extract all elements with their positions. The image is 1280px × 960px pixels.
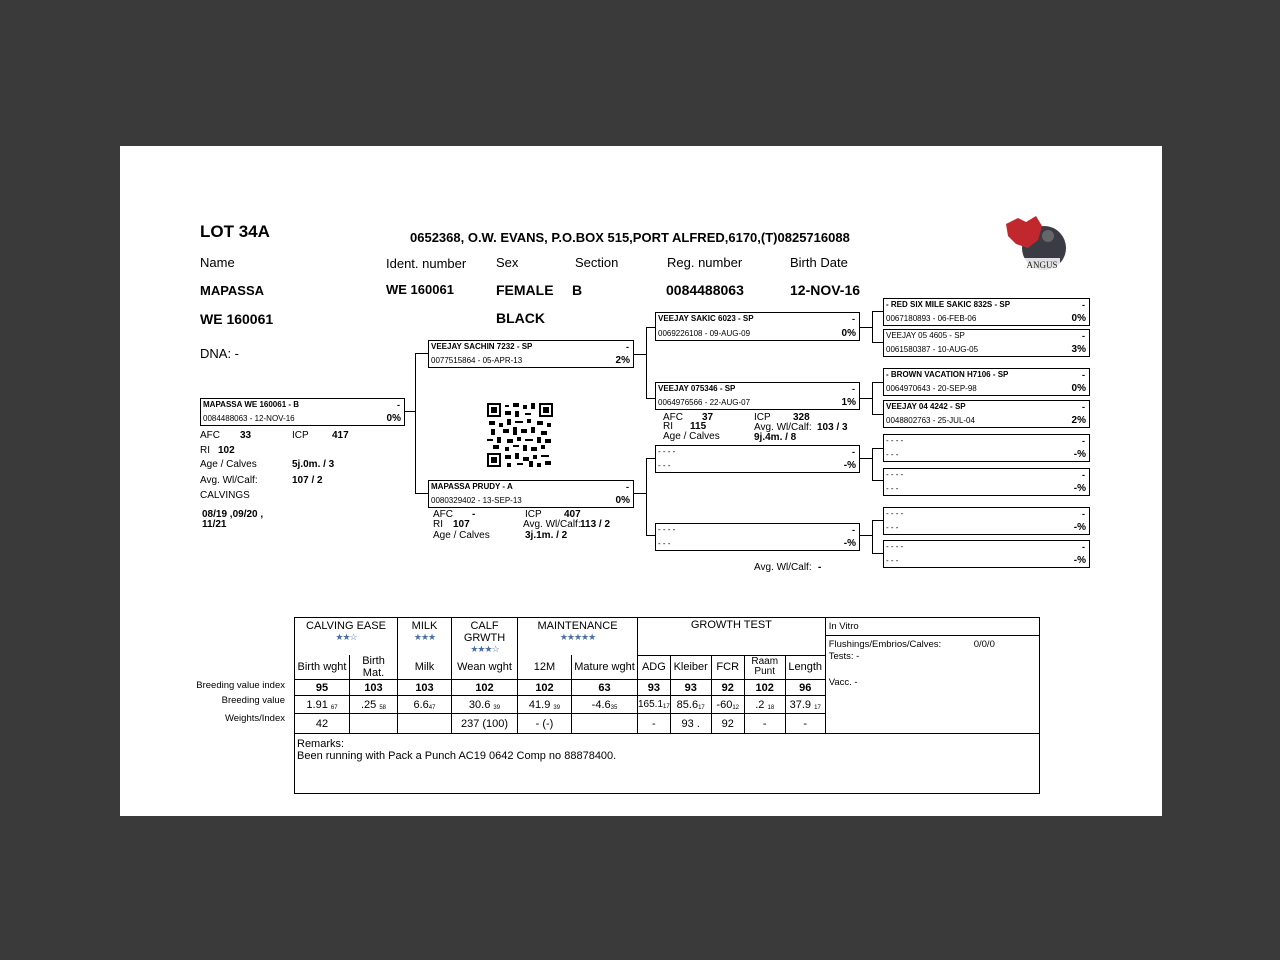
dna: DNA: - — [200, 346, 239, 361]
row-label-index: Breeding value index — [196, 680, 285, 691]
sd-afc-value: 37 — [702, 412, 714, 423]
accuracy: 17 — [814, 704, 821, 711]
label-reg: Reg. number — [667, 255, 743, 270]
afc-value: 33 — [240, 430, 252, 441]
line — [646, 535, 655, 536]
line — [872, 311, 883, 312]
box-name: - - - - — [886, 509, 904, 518]
accuracy: 18 — [767, 704, 775, 711]
value-mature-weight — [572, 696, 638, 714]
pedigree-box-g2 — [883, 329, 1090, 357]
col-header-raam-punt: Raam Punt — [744, 655, 785, 680]
weight-adg: - — [638, 714, 671, 734]
dam-avg-label: Avg. Wl/Calf: — [523, 519, 581, 530]
index-raam-punt: 102 — [744, 680, 785, 696]
value-fcr — [711, 696, 744, 714]
box-percent: -% — [1073, 483, 1086, 494]
box-percent: 0% — [1071, 383, 1086, 394]
box-percent: 3% — [1071, 344, 1086, 355]
pedigree-box-sire — [428, 340, 634, 368]
box-name: VEEJAY 05 4605 - SP — [886, 331, 965, 340]
weight-raam-punt: - — [744, 714, 785, 734]
line — [646, 458, 647, 536]
col-header-length: Length — [785, 655, 825, 680]
box-reg-date: - - - — [886, 523, 899, 532]
sd-age-label: Age / Calves — [663, 431, 720, 442]
dam-ri-label: RI — [433, 519, 443, 530]
box-name: VEEJAY 04 4242 - SP — [886, 402, 966, 411]
index-birth-maternal: 103 — [350, 680, 398, 696]
accuracy: 35 — [610, 704, 618, 711]
accuracy: 17 — [663, 704, 670, 710]
box-dash: - — [852, 525, 855, 535]
index-birth-weight: 95 — [295, 680, 350, 696]
line — [872, 448, 873, 481]
line — [415, 493, 428, 494]
weight-length: - — [785, 714, 825, 734]
star-rating-icon: ★★★ — [413, 632, 436, 642]
dd-avg-label: Avg. Wl/Calf: — [754, 562, 812, 573]
dd-avg-value: - — [818, 562, 822, 573]
avg-value: 107 / 2 — [292, 475, 323, 486]
flushings-value: 0/0/0 — [973, 639, 995, 650]
accuracy: 58 — [379, 704, 387, 711]
weight-kleiber: 93 . — [670, 714, 711, 734]
box-name: - - - - — [658, 447, 676, 456]
sd-icp-label: ICP — [754, 412, 771, 423]
box-reg-date: 0077515864 - 05-APR-13 — [431, 356, 523, 365]
box-dash: - — [1082, 300, 1085, 310]
index-adg: 93 — [638, 680, 671, 696]
value-12m — [518, 696, 572, 714]
breeding-value-table — [294, 617, 1040, 794]
ri-value: 102 — [218, 445, 235, 456]
box-reg-date: - - - — [886, 450, 899, 459]
pedigree-box-g5 — [883, 434, 1090, 462]
sd-ri-value: 115 — [690, 421, 707, 432]
bv-value: .2 — [755, 698, 765, 711]
box-percent: 0% — [615, 495, 630, 506]
pedigree-box-dam-dam — [655, 523, 860, 551]
tests: Tests: - — [828, 651, 860, 662]
line — [872, 553, 883, 554]
weight-mature-weight — [572, 714, 638, 734]
weight-birth-weight: 42 — [295, 714, 350, 734]
index-milk: 103 — [398, 680, 452, 696]
pedigree-sheet — [120, 146, 1162, 816]
accuracy: 67 — [330, 704, 338, 711]
value-raam-punt — [744, 696, 785, 714]
sd-avg-label: Avg. Wl/Calf: — [754, 422, 812, 433]
bv-value: 30.6 — [468, 698, 491, 711]
star-rating-icon: ★★★☆ — [470, 644, 499, 654]
label-sex: Sex — [496, 255, 519, 270]
in-vitro-label: In Vitro — [826, 618, 1039, 636]
group-title: CALVING EASE — [306, 620, 386, 632]
weight-milk — [398, 714, 452, 734]
box-dash: - — [852, 447, 855, 457]
box-name: VEEJAY 075346 - SP — [658, 384, 736, 393]
weight-wean-weight: 237 (100) — [452, 714, 518, 734]
label-birth: Birth Date — [790, 255, 848, 270]
dam-ri-value: 107 — [453, 519, 470, 530]
dam-afc-label: AFC — [433, 509, 453, 520]
index-fcr: 92 — [711, 680, 744, 696]
box-percent: 2% — [615, 355, 630, 366]
qr-code — [487, 403, 553, 467]
box-percent: -% — [843, 538, 856, 549]
ri-label: RI — [200, 445, 210, 456]
box-name: - - - - — [658, 525, 676, 534]
row-label-value: Breeding value — [221, 695, 285, 706]
bv-value: 85.6 — [676, 698, 699, 711]
owner-info: 0652368, O.W. EVANS, P.O.BOX 515,PORT ALFRED,6170,(T)0825716088 — [410, 230, 850, 245]
bv-value: -60 — [716, 698, 733, 711]
pedigree-box-g4 — [883, 400, 1090, 428]
line — [646, 458, 655, 459]
accuracy: 12 — [732, 704, 740, 711]
col-header-birth-weight: Birth wght — [295, 655, 350, 680]
animal-birth: 12-NOV-16 — [790, 282, 861, 298]
box-percent: 0% — [841, 328, 856, 339]
star-rating-icon: ★★☆ — [335, 632, 357, 642]
line — [405, 411, 415, 412]
pedigree-box-dam — [428, 480, 634, 508]
dam-afc-value: - — [472, 509, 476, 520]
box-reg-date: 0067180893 - 06-FEB-06 — [886, 314, 977, 323]
star-rating-icon: ★★★★★ — [559, 632, 596, 642]
box-dash: - — [1082, 436, 1085, 446]
pedigree-box-g6 — [883, 468, 1090, 496]
line — [646, 398, 655, 399]
dam-avg-value: 113 / 2 — [580, 519, 611, 530]
line — [872, 311, 873, 343]
sd-avg-value: 103 / 3 — [817, 422, 848, 433]
bv-value: -4.6 — [591, 698, 611, 711]
row-label-weights: Weights/Index — [224, 713, 285, 724]
line — [415, 353, 428, 354]
bv-value: 41.9 — [528, 698, 551, 711]
box-name: - - - - — [886, 542, 904, 551]
icp-value: 417 — [332, 430, 349, 441]
box-percent: 2% — [1071, 415, 1086, 426]
accuracy: 47 — [428, 704, 436, 711]
line — [860, 327, 872, 328]
pedigree-box-dam-sire — [655, 445, 860, 473]
box-name: MAPASSA WE 160061 - B — [203, 400, 300, 409]
animal-ident: WE 160061 — [386, 282, 454, 297]
box-percent: 0% — [1071, 313, 1086, 324]
bv-value: 165.1 — [638, 699, 664, 710]
box-percent: -% — [843, 460, 856, 471]
animal-color: BLACK — [496, 310, 545, 326]
bv-value: .25 — [360, 698, 377, 711]
value-birth-maternal — [350, 696, 398, 714]
box-reg-date: 0048802763 - 25-JUL-04 — [886, 416, 975, 425]
col-header-fcr: FCR — [711, 655, 744, 680]
index-12m: 102 — [518, 680, 572, 696]
col-header-wean-weight: Wean wght — [452, 655, 518, 680]
value-milk — [398, 696, 452, 714]
group-title: GROWTH TEST — [690, 619, 772, 631]
box-dash: - — [626, 482, 629, 492]
col-header-birth-maternal: Birth Mat. — [350, 655, 398, 680]
sd-ri-label: RI — [663, 421, 673, 432]
box-dash: - — [1082, 370, 1085, 380]
box-reg-date: 0064976566 - 22-AUG-07 — [658, 398, 751, 407]
calvings-dates-1: 08/19 ,09/20 , — [202, 509, 264, 520]
col-header-milk: Milk — [398, 655, 452, 680]
flushings-label: Flushings/Embrios/Calves: — [828, 639, 942, 650]
group-milk — [398, 618, 452, 656]
line — [646, 327, 655, 328]
label-name: Name — [200, 255, 235, 270]
pedigree-box-g7 — [883, 507, 1090, 535]
pedigree-box-g3 — [883, 368, 1090, 396]
age-label: Age / Calves — [200, 459, 257, 470]
avg-label: Avg. Wl/Calf: — [200, 475, 258, 486]
icp-label: ICP — [292, 430, 309, 441]
afc-label: AFC — [200, 430, 220, 441]
line — [872, 382, 873, 415]
box-reg-date: 0069226108 - 09-AUG-09 — [658, 329, 751, 338]
box-dash: - — [1082, 331, 1085, 341]
line — [860, 458, 872, 459]
group-title: MAINTENANCE — [537, 620, 618, 632]
sd-age-value: 9j.4m. / 8 — [754, 432, 797, 443]
box-reg-date: 0061580387 - 10-AUG-05 — [886, 345, 979, 354]
box-dash: - — [397, 400, 400, 410]
dam-icp-label: ICP — [525, 509, 542, 520]
line — [872, 520, 883, 521]
label-ident: Ident. number — [386, 256, 467, 271]
value-kleiber — [670, 696, 711, 714]
col-header-mature-weight: Mature wght — [572, 655, 638, 680]
calvings-label: CALVINGS — [200, 490, 250, 501]
animal-reg: 0084488063 — [666, 282, 744, 298]
accuracy: 17 — [698, 704, 705, 711]
line — [646, 327, 647, 399]
line — [872, 480, 883, 481]
box-name: - RED SIX MILE SAKIC 832S - SP — [886, 300, 1011, 309]
logo-text: ANGUS — [1026, 260, 1058, 270]
animal-sex: FEMALE — [496, 282, 554, 298]
box-dash: - — [852, 314, 855, 324]
col-header-adg: ADG — [638, 655, 671, 680]
line — [872, 520, 873, 554]
box-name: - BROWN VACATION H7106 - SP — [886, 370, 1009, 379]
box-percent: 0% — [386, 413, 401, 424]
box-name: - - - - — [886, 470, 904, 479]
accuracy: 39 — [493, 704, 501, 711]
box-name: MAPASSA PRUDY - A — [431, 482, 513, 491]
box-reg-date: - - - — [886, 556, 899, 565]
index-kleiber: 93 — [670, 680, 711, 696]
line — [872, 382, 883, 383]
box-name: VEEJAY SACHIN 7232 - SP — [431, 342, 533, 351]
group-title: MILK — [411, 620, 438, 632]
box-percent: -% — [1073, 449, 1086, 460]
value-length — [785, 696, 825, 714]
box-dash: - — [626, 342, 629, 352]
index-mature-weight: 63 — [572, 680, 638, 696]
bv-value: 37.9 — [789, 698, 812, 711]
pedigree-box-subject — [200, 398, 405, 426]
bv-value: 6.6 — [413, 698, 429, 711]
accuracy: 39 — [553, 704, 561, 711]
box-reg-date: - - - — [658, 539, 671, 548]
line — [634, 493, 646, 494]
angus-logo — [1004, 214, 1068, 274]
weight-birth-maternal — [350, 714, 398, 734]
box-reg-date: - - - — [886, 484, 899, 493]
group-maintenance — [518, 618, 638, 656]
box-reg-date: 0080329402 - 13-SEP-13 — [431, 496, 522, 505]
index-wean-weight: 102 — [452, 680, 518, 696]
value-birth-weight — [295, 696, 350, 714]
remarks-label: Remarks: — [297, 738, 345, 750]
col-header-kleiber: Kleiber — [670, 655, 711, 680]
box-dash: - — [1082, 542, 1085, 552]
col-header-12m: 12M — [518, 655, 572, 680]
pedigree-box-sire-dam — [655, 382, 860, 410]
index-length: 96 — [785, 680, 825, 696]
side-panel — [825, 618, 1039, 734]
vaccinations: Vacc. - — [828, 677, 858, 688]
bv-value: 1.91 — [306, 698, 328, 711]
sd-icp-value: 328 — [793, 412, 810, 423]
line — [872, 448, 883, 449]
lot-number: LOT 34A — [200, 222, 270, 241]
label-section: Section — [575, 255, 619, 270]
line — [634, 354, 646, 355]
line — [415, 353, 416, 494]
box-reg-date: 0084488063 - 12-NOV-16 — [203, 414, 295, 423]
box-percent: -% — [1073, 522, 1086, 533]
box-dash: - — [1082, 402, 1085, 412]
pedigree-box-g1 — [883, 298, 1090, 326]
dam-age-label: Age / Calves — [433, 530, 490, 541]
group-calf-growth — [452, 618, 518, 656]
box-reg-date: 0064970643 - 20-SEP-98 — [886, 384, 977, 393]
animal-section: B — [572, 282, 583, 298]
dam-icp-value: 407 — [564, 509, 581, 520]
box-dash: - — [1082, 470, 1085, 480]
weight-12m: - (-) — [518, 714, 572, 734]
group-growth-test — [638, 618, 826, 656]
box-dash: - — [1082, 509, 1085, 519]
animal-name: MAPASSA — [200, 283, 265, 298]
age-value: 5j.0m. / 3 — [292, 459, 335, 470]
box-reg-date: - - - — [658, 461, 671, 470]
pedigree-box-sire-sire — [655, 312, 860, 341]
remarks-cell — [295, 734, 1040, 794]
box-percent: -% — [1073, 555, 1086, 566]
box-dash: - — [852, 384, 855, 394]
box-name: VEEJAY SAKIC 6023 - SP — [658, 314, 754, 323]
dam-age-value: 3j.1m. / 2 — [525, 530, 568, 541]
box-percent: 1% — [841, 397, 856, 408]
value-wean-weight — [452, 696, 518, 714]
line — [872, 414, 883, 415]
group-calving-ease — [295, 618, 398, 656]
flushings-row — [829, 639, 1036, 651]
remarks-text: Been running with Pack a Punch AC19 0642 Comp no 88878400. — [297, 750, 617, 762]
pedigree-box-g8 — [883, 540, 1090, 568]
line — [872, 342, 883, 343]
calvings-dates-2: 11/21 — [202, 519, 227, 530]
line — [860, 398, 872, 399]
animal-name2: WE 160061 — [200, 311, 274, 327]
group-title: CALF GRWTH — [463, 620, 506, 644]
line — [860, 535, 872, 536]
weight-fcr: 92 — [711, 714, 744, 734]
sd-afc-label: AFC — [663, 412, 683, 423]
box-name: - - - - — [886, 436, 904, 445]
value-adg — [638, 696, 671, 714]
